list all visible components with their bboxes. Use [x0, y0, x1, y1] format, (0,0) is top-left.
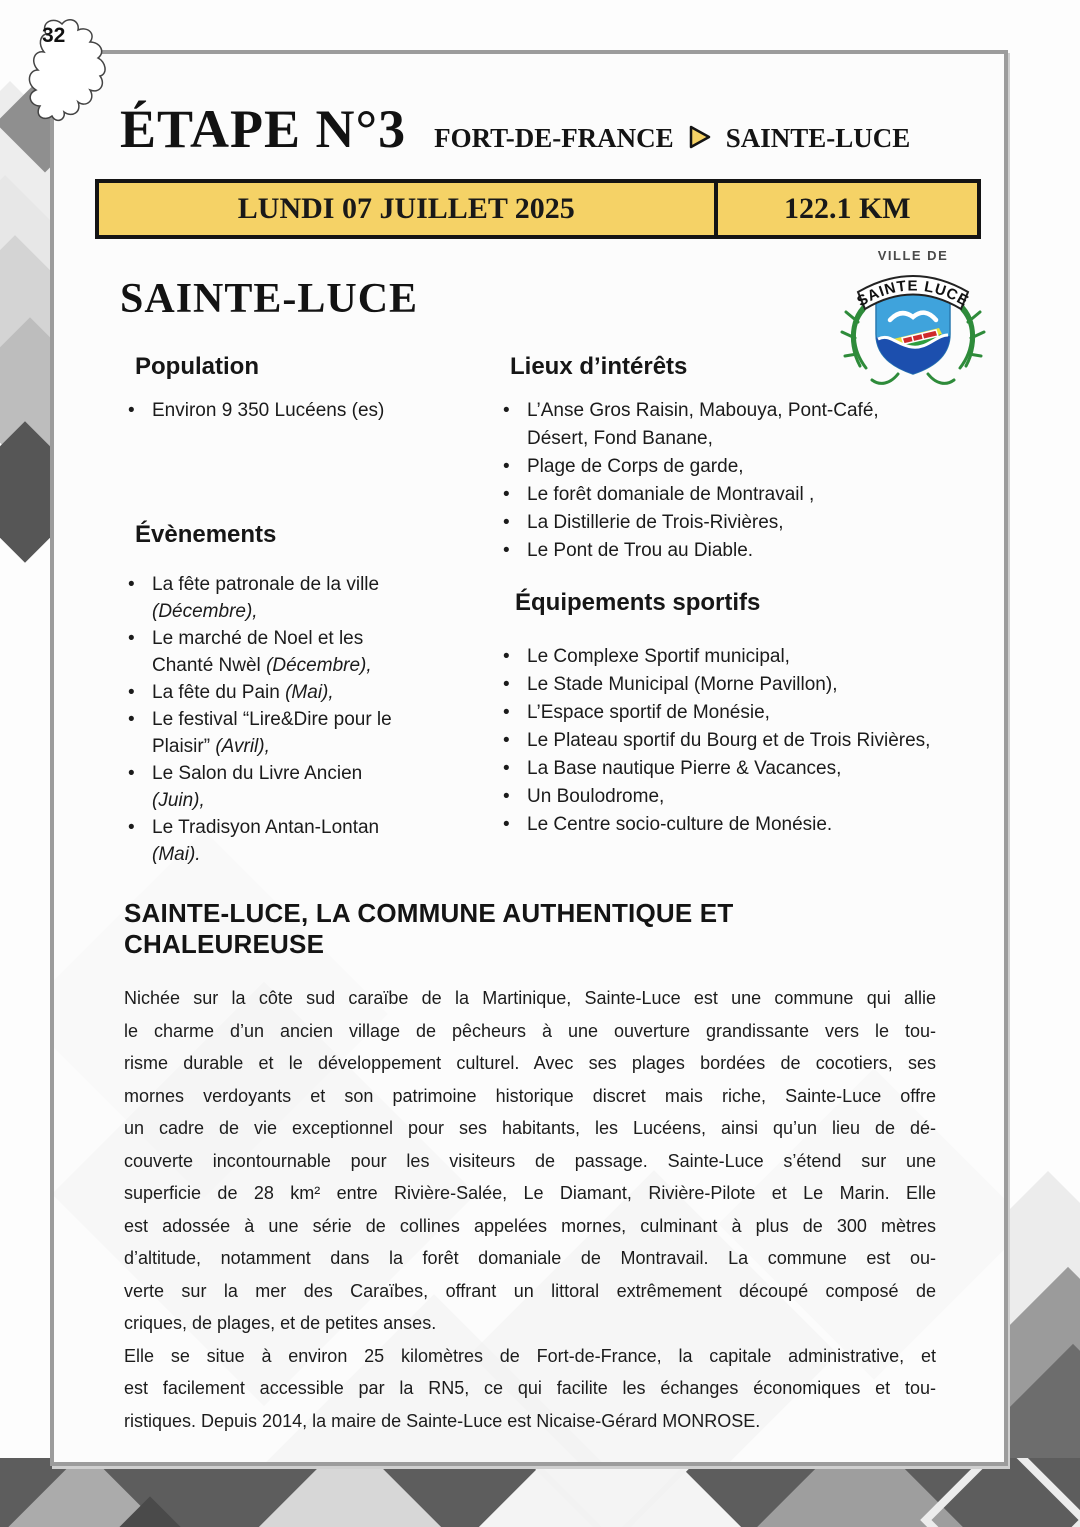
events-list [120, 571, 420, 868]
poi-heading: Lieux d’intérêts [510, 353, 688, 381]
stage-date: LUNDI 07 JUILLET 2025 [237, 192, 575, 226]
paragraph-line: est adossée à une série de collines appelées mornes, culminant à plus de 300 mètres [124, 1215, 936, 1236]
logo-name: SAINTE LUCE [854, 277, 972, 311]
sports-item: • L’Espace sportif de Monésie, [495, 699, 935, 727]
article-paragraph-2 [124, 1340, 936, 1438]
poi-list [495, 397, 935, 565]
shield-icon [876, 293, 950, 374]
martinique-map-icon [16, 12, 128, 130]
paragraph-line: verte sur la mer des Caraïbes, offrant un littoral extrêmement découpé composé de [124, 1280, 936, 1301]
route-from: FORT-DE-FRANCE [434, 123, 674, 153]
paragraph-line: ristiques. Depuis 2014, la maire de Sainte-Luce est Nicaise-Gérard MONROSE. [124, 1410, 761, 1431]
paragraph-line: est facilement accessible par la RN5, ce qui facilite les échanges économiques et tou- [124, 1378, 936, 1399]
background-pattern-bottom [0, 1458, 1080, 1527]
background-pattern-right [1008, 1150, 1080, 1458]
event-item: • La fête du Pain (Mai), [120, 679, 420, 706]
events-heading: Évènements [135, 521, 277, 549]
sports-item: • Le Complexe Sportif municipal, [495, 643, 935, 671]
poi-item: • Plage de Corps de garde, [495, 453, 935, 481]
population-heading: Population [135, 353, 259, 381]
bg-diamond [0, 421, 50, 562]
logo-top-text: VILLE DE [877, 248, 949, 263]
stage-banner [95, 179, 981, 239]
sports-item: • Le Centre socio-culture de Monésie. [495, 811, 935, 839]
population-item: • Environ 9 350 Lucéens (es) [120, 397, 480, 425]
route-arrow-icon [688, 124, 712, 157]
sainte-luce-logo [838, 246, 988, 388]
bg-diamond-outline [920, 1458, 1080, 1527]
route-to: SAINTE-LUCE [725, 123, 911, 153]
sports-item: • Le Plateau sportif du Bourg et de Trois Rivières, [495, 727, 935, 755]
paragraph-line: criques, de plages, et de petites anses. [124, 1313, 437, 1334]
bg-diamond [0, 1458, 248, 1527]
page-content [54, 54, 1004, 1437]
event-item: • La fête patronale de la ville (Décembre), [120, 571, 420, 625]
paragraph-line: le charme d’un ancien village de pêcheurs à une ouverture grandissante vers le tou- [124, 1020, 936, 1041]
poi-item: • L’Anse Gros Raisin, Mabouya, Pont-Café, Désert, Fond Banane, [495, 397, 935, 453]
page-number: 32 [42, 24, 66, 47]
header [120, 100, 1004, 159]
paragraph-line: superficie de 28 km² entre Rivière-Salée, Le Diamant, Rivière-Pilote et Le Marin. Elle [124, 1183, 936, 1204]
article-title: SAINTE-LUCE, LA COMMUNE AUTHENTIQUE ET CHALEUREUSE [124, 898, 734, 960]
right-column [495, 353, 965, 868]
paragraph-line: couverte incontournable pour les visiteurs de passage. Sainte-Luce s’étend sur une [124, 1150, 936, 1171]
paragraph-line: Nichée sur la côte sud caraïbe de la Martinique, Sainte-Luce est une commune qui allie [124, 988, 936, 1009]
paragraph-line: mornes verdoyants et son patrimoine historique discret mais riche, Sainte-Luce offre [124, 1085, 936, 1106]
commune-name: SAINTE-LUCE [120, 276, 419, 323]
paragraph-line: Elle se situe à environ 25 kilomètres de Fort-de-France, la capitale administrative, et [124, 1345, 936, 1366]
info-columns [120, 353, 1004, 868]
poi-item: • Le Pont de Trou au Diable. [495, 537, 935, 565]
article [124, 898, 936, 1437]
sports-item: • Un Boulodrome, [495, 783, 935, 811]
stage-route [434, 122, 910, 155]
sports-item: • Le Stade Municipal (Morne Pavillon), [495, 671, 935, 699]
paragraph-line: risme durable et le développement culturel. Avec ses plages bordées de cocotiers, ses [124, 1053, 936, 1074]
poi-item: • Le forêt domaniale de Montravail , [495, 481, 935, 509]
article-paragraph-1 [124, 982, 936, 1340]
stage-distance: 122.1 KM [714, 183, 977, 235]
population-list [120, 397, 480, 425]
event-item: • Le festival “Lire&Dire pour le Plaisir” (Avril), [120, 706, 420, 760]
sports-heading: Équipements sportifs [515, 589, 761, 617]
sports-list [495, 643, 935, 839]
event-item: • Le marché de Noel et les Chanté Nwèl (Décembre), [120, 625, 420, 679]
poi-item: • La Distillerie de Trois-Rivières, [495, 509, 935, 537]
page-card [50, 50, 1008, 1466]
event-item: • Le Tradisyon Antan-Lontan (Mai). [120, 814, 420, 868]
left-column [120, 353, 480, 868]
paragraph-line: d’altitude, notamment dans la forêt domaniale de Montravail. La commune est ou- [124, 1248, 936, 1269]
stage-title: ÉTAPE N°3 [120, 99, 407, 159]
sports-item: • La Base nautique Pierre & Vacances, [495, 755, 935, 783]
event-item: • Le Salon du Livre Ancien (Juin), [120, 760, 420, 814]
paragraph-line: un cadre de vie exceptionnel pour ses habitants, les Lucéens, ainsi qu’un lieu de dé- [124, 1118, 936, 1139]
